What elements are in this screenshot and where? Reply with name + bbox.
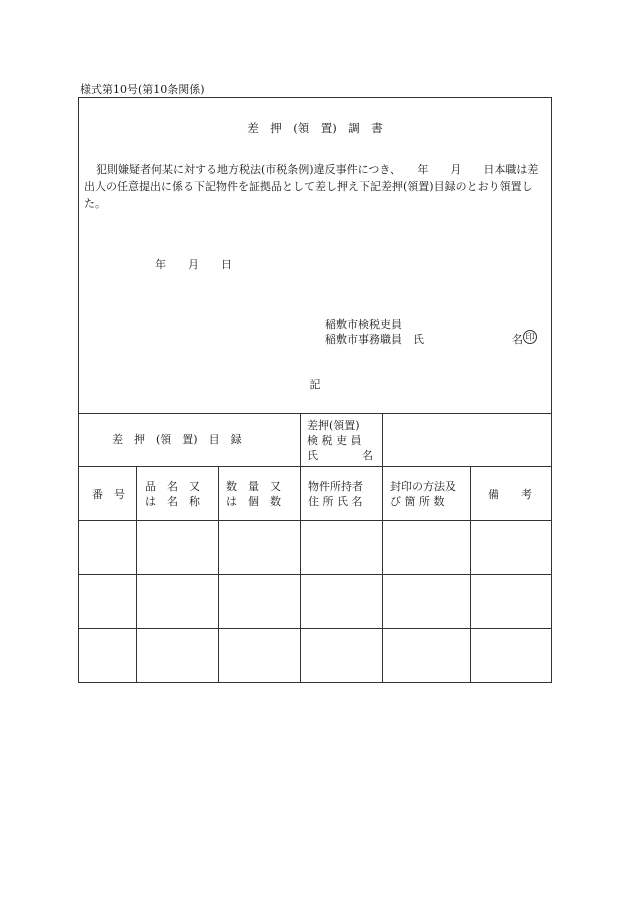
date-line: 年 月 日	[155, 258, 232, 271]
table-col-line	[136, 466, 137, 683]
table-row-line	[78, 628, 552, 629]
officer-line-2: 稲敷市事務職員 氏 名	[325, 333, 523, 346]
table-row-line	[78, 574, 552, 575]
inspector-header-3: 氏 名	[307, 449, 373, 462]
col-qty-1: 数 量 又	[226, 480, 281, 493]
table-header-divider	[78, 466, 552, 467]
col-note: 備 考	[488, 488, 532, 501]
col-seal-2: び 箇 所 数	[390, 495, 445, 508]
document-title: 差 押 (領 置) 調 書	[247, 121, 383, 135]
body-text: 犯則嫌疑者何某に対する地方税法(市税条例)違反事件につき、 年 月 日本職は差出人の任意提出に係る下記物件を証拠品として差し押え下記差押(領置)目録のとおり領置した。	[84, 163, 539, 210]
table-row-line	[78, 520, 552, 521]
table-col-line	[300, 413, 301, 683]
officer-line-1: 稲敷市検税吏員	[325, 318, 402, 331]
form-label: 様式第10号(第10条関係)	[80, 83, 205, 96]
col-name-1: 品 名 又	[145, 480, 200, 493]
inspector-header-2: 検 税 吏 員	[307, 434, 362, 447]
seal-mark: 印	[523, 330, 537, 344]
table-top-line	[78, 413, 552, 414]
col-number: 番 号	[92, 488, 125, 501]
col-name-2: は 名 称	[145, 495, 200, 508]
col-owner-1: 物件所持者	[308, 480, 363, 493]
col-qty-2: は 個 数	[226, 495, 281, 508]
col-seal-1: 封印の方法及	[390, 480, 456, 493]
inspector-header-1: 差押(領置)	[307, 419, 360, 432]
list-header: 差 押 (領 置) 目 録	[112, 433, 242, 446]
table-col-line	[470, 466, 471, 683]
col-owner-2: 住 所 氏 名	[308, 495, 363, 508]
table-col-line	[218, 466, 219, 683]
table-col-line	[382, 413, 383, 683]
ki-label: 記	[309, 378, 321, 391]
